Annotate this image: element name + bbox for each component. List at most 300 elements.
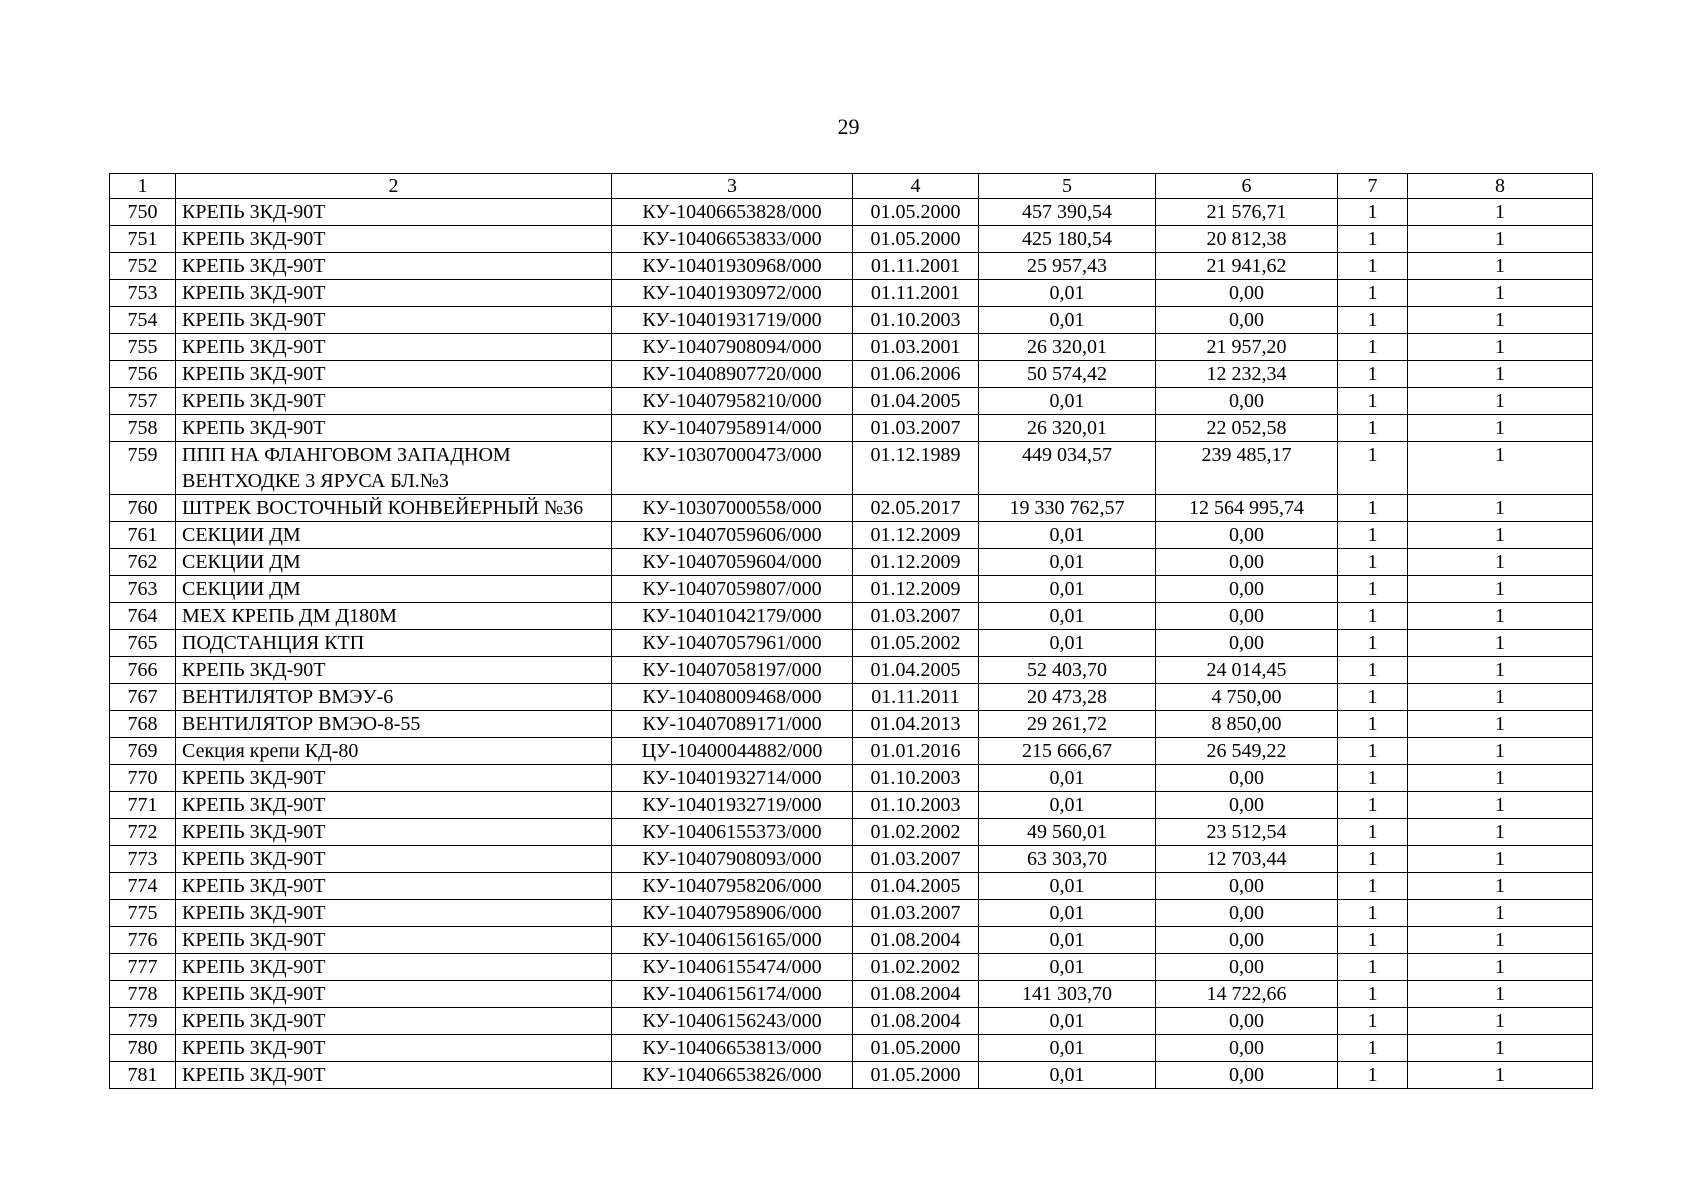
col-residual-cost-cell: 21 941,62 (1156, 253, 1338, 280)
col-inventory-number-cell: КУ-10401932714/000 (612, 765, 853, 792)
table-row (110, 280, 1593, 307)
header-cell-col-inventory-number: 3 (612, 174, 853, 199)
col-name-cell: СЕКЦИИ ДМ (176, 522, 612, 549)
col-8-cell: 1 (1408, 522, 1593, 549)
col-residual-cost-cell: 0,00 (1156, 307, 1338, 334)
col-7-cell: 1 (1338, 846, 1408, 873)
col-residual-cost-cell: 239 485,17 (1156, 442, 1338, 495)
col-name-cell: КРЕПЬ 3КД-90Т (176, 307, 612, 334)
table-row (110, 495, 1593, 522)
col-inventory-number-cell: КУ-10408907720/000 (612, 361, 853, 388)
col-initial-cost-cell: 50 574,42 (979, 361, 1156, 388)
col-7-cell: 1 (1338, 253, 1408, 280)
table-row (110, 415, 1593, 442)
col-8-cell: 1 (1408, 1062, 1593, 1089)
col-residual-cost-cell: 4 750,00 (1156, 684, 1338, 711)
col-residual-cost-cell: 0,00 (1156, 765, 1338, 792)
header-cell-col-name: 2 (176, 174, 612, 199)
col-date-cell: 01.05.2000 (853, 1035, 979, 1062)
col-index-cell: 774 (110, 873, 176, 900)
col-name-cell: КРЕПЬ 3КД-90Т (176, 199, 612, 226)
col-inventory-number-cell: КУ-10406156165/000 (612, 927, 853, 954)
col-name-cell: КРЕПЬ 3КД-90Т (176, 1008, 612, 1035)
col-initial-cost-cell: 425 180,54 (979, 226, 1156, 253)
col-residual-cost-cell: 21 576,71 (1156, 199, 1338, 226)
col-residual-cost-cell: 26 549,22 (1156, 738, 1338, 765)
col-index-cell: 763 (110, 576, 176, 603)
col-inventory-number-cell: КУ-10407059604/000 (612, 549, 853, 576)
col-8-cell: 1 (1408, 442, 1593, 495)
col-initial-cost-cell: 141 303,70 (979, 981, 1156, 1008)
col-7-cell: 1 (1338, 495, 1408, 522)
col-name-cell: КРЕПЬ 3КД-90Т (176, 1062, 612, 1089)
col-name-cell: КРЕПЬ 3КД-90Т (176, 819, 612, 846)
col-8-cell: 1 (1408, 954, 1593, 981)
col-date-cell: 01.05.2000 (853, 1062, 979, 1089)
table-row (110, 1035, 1593, 1062)
table-row (110, 684, 1593, 711)
col-date-cell: 01.12.2009 (853, 549, 979, 576)
table-row (110, 1008, 1593, 1035)
col-date-cell: 01.12.2009 (853, 522, 979, 549)
col-name-cell: КРЕПЬ 3КД-90Т (176, 657, 612, 684)
col-initial-cost-cell: 0,01 (979, 900, 1156, 927)
col-index-cell: 754 (110, 307, 176, 334)
col-7-cell: 1 (1338, 307, 1408, 334)
col-residual-cost-cell: 0,00 (1156, 1008, 1338, 1035)
col-residual-cost-cell: 0,00 (1156, 1035, 1338, 1062)
col-8-cell: 1 (1408, 657, 1593, 684)
col-name-cell: КРЕПЬ 3КД-90Т (176, 361, 612, 388)
col-index-cell: 753 (110, 280, 176, 307)
table-row (110, 549, 1593, 576)
col-7-cell: 1 (1338, 603, 1408, 630)
col-name-cell: КРЕПЬ 3КД-90Т (176, 1035, 612, 1062)
col-8-cell: 1 (1408, 495, 1593, 522)
col-index-cell: 758 (110, 415, 176, 442)
table-row (110, 657, 1593, 684)
col-initial-cost-cell: 215 666,67 (979, 738, 1156, 765)
col-residual-cost-cell: 0,00 (1156, 576, 1338, 603)
col-date-cell: 01.04.2005 (853, 873, 979, 900)
col-date-cell: 01.02.2002 (853, 954, 979, 981)
col-name-cell: МЕХ КРЕПЬ ДМ Д180М (176, 603, 612, 630)
col-name-cell: КРЕПЬ 3КД-90Т (176, 765, 612, 792)
col-7-cell: 1 (1338, 549, 1408, 576)
col-residual-cost-cell: 0,00 (1156, 522, 1338, 549)
col-initial-cost-cell: 0,01 (979, 576, 1156, 603)
col-inventory-number-cell: КУ-10407059807/000 (612, 576, 853, 603)
col-8-cell: 1 (1408, 630, 1593, 657)
col-inventory-number-cell: КУ-10406156243/000 (612, 1008, 853, 1035)
col-initial-cost-cell: 0,01 (979, 1062, 1156, 1089)
table-row (110, 576, 1593, 603)
col-8-cell: 1 (1408, 981, 1593, 1008)
col-7-cell: 1 (1338, 873, 1408, 900)
col-initial-cost-cell: 0,01 (979, 873, 1156, 900)
col-inventory-number-cell: КУ-10407089171/000 (612, 711, 853, 738)
col-name-cell: ШТРЕК ВОСТОЧНЫЙ КОНВЕЙЕРНЫЙ №36 (176, 495, 612, 522)
col-initial-cost-cell: 63 303,70 (979, 846, 1156, 873)
col-residual-cost-cell: 8 850,00 (1156, 711, 1338, 738)
col-index-cell: 775 (110, 900, 176, 927)
col-date-cell: 01.11.2001 (853, 253, 979, 280)
col-inventory-number-cell: КУ-10406155373/000 (612, 819, 853, 846)
col-name-cell: КРЕПЬ 3КД-90Т (176, 792, 612, 819)
col-index-cell: 768 (110, 711, 176, 738)
col-inventory-number-cell: КУ-10406653828/000 (612, 199, 853, 226)
col-residual-cost-cell: 0,00 (1156, 873, 1338, 900)
table-row (110, 900, 1593, 927)
col-residual-cost-cell: 0,00 (1156, 792, 1338, 819)
col-inventory-number-cell: КУ-10401932719/000 (612, 792, 853, 819)
col-name-cell: КРЕПЬ 3КД-90Т (176, 873, 612, 900)
col-date-cell: 01.04.2005 (853, 388, 979, 415)
col-index-cell: 771 (110, 792, 176, 819)
col-initial-cost-cell: 0,01 (979, 280, 1156, 307)
col-date-cell: 01.08.2004 (853, 1008, 979, 1035)
col-index-cell: 751 (110, 226, 176, 253)
table-row (110, 711, 1593, 738)
col-date-cell: 01.11.2001 (853, 280, 979, 307)
col-initial-cost-cell: 49 560,01 (979, 819, 1156, 846)
col-name-cell: КРЕПЬ 3КД-90Т (176, 900, 612, 927)
header-row (110, 174, 1593, 199)
col-inventory-number-cell: КУ-10407059606/000 (612, 522, 853, 549)
col-inventory-number-cell: КУ-10407908093/000 (612, 846, 853, 873)
col-residual-cost-cell: 21 957,20 (1156, 334, 1338, 361)
col-8-cell: 1 (1408, 684, 1593, 711)
col-7-cell: 1 (1338, 927, 1408, 954)
col-date-cell: 01.10.2003 (853, 792, 979, 819)
col-7-cell: 1 (1338, 576, 1408, 603)
col-8-cell: 1 (1408, 334, 1593, 361)
col-initial-cost-cell: 20 473,28 (979, 684, 1156, 711)
col-name-cell: КРЕПЬ 3КД-90Т (176, 226, 612, 253)
col-8-cell: 1 (1408, 765, 1593, 792)
table-row (110, 738, 1593, 765)
col-index-cell: 759 (110, 442, 176, 495)
col-inventory-number-cell: КУ-10407057961/000 (612, 630, 853, 657)
inventory-table (109, 173, 1593, 1089)
col-initial-cost-cell: 449 034,57 (979, 442, 1156, 495)
col-7-cell: 1 (1338, 684, 1408, 711)
col-initial-cost-cell: 0,01 (979, 549, 1156, 576)
col-residual-cost-cell: 24 014,45 (1156, 657, 1338, 684)
col-name-cell: ПОДСТАНЦИЯ КТП (176, 630, 612, 657)
col-residual-cost-cell: 0,00 (1156, 603, 1338, 630)
col-date-cell: 01.10.2003 (853, 765, 979, 792)
col-8-cell: 1 (1408, 576, 1593, 603)
col-index-cell: 769 (110, 738, 176, 765)
col-inventory-number-cell: КУ-10307000558/000 (612, 495, 853, 522)
col-inventory-number-cell: КУ-10407958906/000 (612, 900, 853, 927)
col-residual-cost-cell: 12 703,44 (1156, 846, 1338, 873)
col-7-cell: 1 (1338, 711, 1408, 738)
col-residual-cost-cell: 0,00 (1156, 954, 1338, 981)
col-residual-cost-cell: 14 722,66 (1156, 981, 1338, 1008)
col-initial-cost-cell: 0,01 (979, 1035, 1156, 1062)
col-8-cell: 1 (1408, 792, 1593, 819)
col-7-cell: 1 (1338, 954, 1408, 981)
col-7-cell: 1 (1338, 981, 1408, 1008)
col-date-cell: 01.01.2016 (853, 738, 979, 765)
col-residual-cost-cell: 0,00 (1156, 630, 1338, 657)
header-cell-col-index: 1 (110, 174, 176, 199)
col-index-cell: 762 (110, 549, 176, 576)
col-8-cell: 1 (1408, 873, 1593, 900)
col-initial-cost-cell: 0,01 (979, 954, 1156, 981)
col-7-cell: 1 (1338, 361, 1408, 388)
col-7-cell: 1 (1338, 280, 1408, 307)
col-initial-cost-cell: 29 261,72 (979, 711, 1156, 738)
col-date-cell: 01.05.2000 (853, 226, 979, 253)
col-residual-cost-cell: 22 052,58 (1156, 415, 1338, 442)
col-8-cell: 1 (1408, 307, 1593, 334)
table-row (110, 253, 1593, 280)
col-name-cell: КРЕПЬ 3КД-90Т (176, 846, 612, 873)
col-7-cell: 1 (1338, 199, 1408, 226)
col-8-cell: 1 (1408, 846, 1593, 873)
col-date-cell: 01.04.2013 (853, 711, 979, 738)
table-row (110, 792, 1593, 819)
col-date-cell: 01.05.2002 (853, 630, 979, 657)
table-row (110, 981, 1593, 1008)
col-name-cell: КРЕПЬ 3КД-90Т (176, 334, 612, 361)
col-7-cell: 1 (1338, 442, 1408, 495)
col-8-cell: 1 (1408, 388, 1593, 415)
col-index-cell: 767 (110, 684, 176, 711)
col-index-cell: 750 (110, 199, 176, 226)
col-7-cell: 1 (1338, 226, 1408, 253)
col-initial-cost-cell: 52 403,70 (979, 657, 1156, 684)
col-date-cell: 01.12.2009 (853, 576, 979, 603)
col-8-cell: 1 (1408, 603, 1593, 630)
col-index-cell: 773 (110, 846, 176, 873)
col-7-cell: 1 (1338, 1062, 1408, 1089)
col-index-cell: 781 (110, 1062, 176, 1089)
col-7-cell: 1 (1338, 765, 1408, 792)
col-7-cell: 1 (1338, 388, 1408, 415)
col-initial-cost-cell: 457 390,54 (979, 199, 1156, 226)
col-inventory-number-cell: КУ-10407958210/000 (612, 388, 853, 415)
col-date-cell: 01.03.2007 (853, 415, 979, 442)
col-7-cell: 1 (1338, 1035, 1408, 1062)
col-initial-cost-cell: 0,01 (979, 792, 1156, 819)
col-inventory-number-cell: КУ-10307000473/000 (612, 442, 853, 495)
col-7-cell: 1 (1338, 415, 1408, 442)
col-residual-cost-cell: 0,00 (1156, 549, 1338, 576)
col-8-cell: 1 (1408, 361, 1593, 388)
col-name-cell: СЕКЦИИ ДМ (176, 549, 612, 576)
col-8-cell: 1 (1408, 415, 1593, 442)
header-cell-col-residual-cost: 6 (1156, 174, 1338, 199)
col-index-cell: 761 (110, 522, 176, 549)
table-row (110, 630, 1593, 657)
col-date-cell: 01.02.2002 (853, 819, 979, 846)
col-index-cell: 778 (110, 981, 176, 1008)
col-residual-cost-cell: 0,00 (1156, 280, 1338, 307)
col-inventory-number-cell: КУ-10401930972/000 (612, 280, 853, 307)
col-inventory-number-cell: КУ-10407058197/000 (612, 657, 853, 684)
col-8-cell: 1 (1408, 226, 1593, 253)
col-initial-cost-cell: 0,01 (979, 630, 1156, 657)
col-index-cell: 756 (110, 361, 176, 388)
header-cell-col-7: 7 (1338, 174, 1408, 199)
col-index-cell: 766 (110, 657, 176, 684)
col-name-cell: КРЕПЬ 3КД-90Т (176, 280, 612, 307)
col-7-cell: 1 (1338, 522, 1408, 549)
table-row (110, 522, 1593, 549)
col-inventory-number-cell: КУ-10401930968/000 (612, 253, 853, 280)
col-date-cell: 01.08.2004 (853, 927, 979, 954)
col-8-cell: 1 (1408, 927, 1593, 954)
col-index-cell: 777 (110, 954, 176, 981)
col-initial-cost-cell: 0,01 (979, 522, 1156, 549)
col-date-cell: 01.11.2011 (853, 684, 979, 711)
table-row (110, 199, 1593, 226)
col-8-cell: 1 (1408, 819, 1593, 846)
col-7-cell: 1 (1338, 657, 1408, 684)
col-initial-cost-cell: 26 320,01 (979, 334, 1156, 361)
col-7-cell: 1 (1338, 792, 1408, 819)
col-inventory-number-cell: ЦУ-10400044882/000 (612, 738, 853, 765)
col-index-cell: 776 (110, 927, 176, 954)
col-initial-cost-cell: 0,01 (979, 307, 1156, 334)
col-8-cell: 1 (1408, 199, 1593, 226)
col-date-cell: 01.03.2001 (853, 334, 979, 361)
header-cell-col-8: 8 (1408, 174, 1593, 199)
col-residual-cost-cell: 0,00 (1156, 1062, 1338, 1089)
table-row (110, 927, 1593, 954)
col-date-cell: 01.03.2007 (853, 900, 979, 927)
table-row (110, 226, 1593, 253)
col-residual-cost-cell: 0,00 (1156, 388, 1338, 415)
col-initial-cost-cell: 26 320,01 (979, 415, 1156, 442)
col-residual-cost-cell: 0,00 (1156, 900, 1338, 927)
table-row (110, 1062, 1593, 1089)
col-8-cell: 1 (1408, 711, 1593, 738)
col-name-cell: КРЕПЬ 3КД-90Т (176, 388, 612, 415)
col-8-cell: 1 (1408, 280, 1593, 307)
table-row (110, 334, 1593, 361)
col-inventory-number-cell: КУ-10408009468/000 (612, 684, 853, 711)
col-name-cell: КРЕПЬ 3КД-90Т (176, 415, 612, 442)
col-date-cell: 01.03.2007 (853, 846, 979, 873)
table-row (110, 603, 1593, 630)
col-residual-cost-cell: 20 812,38 (1156, 226, 1338, 253)
col-index-cell: 752 (110, 253, 176, 280)
col-index-cell: 765 (110, 630, 176, 657)
col-initial-cost-cell: 0,01 (979, 927, 1156, 954)
col-initial-cost-cell: 0,01 (979, 388, 1156, 415)
col-8-cell: 1 (1408, 549, 1593, 576)
col-date-cell: 01.10.2003 (853, 307, 979, 334)
col-name-cell: ВЕНТИЛЯТОР ВМЭУ-6 (176, 684, 612, 711)
col-date-cell: 02.05.2017 (853, 495, 979, 522)
col-name-cell: СЕКЦИИ ДМ (176, 576, 612, 603)
col-residual-cost-cell: 23 512,54 (1156, 819, 1338, 846)
table-row (110, 442, 1593, 495)
col-index-cell: 772 (110, 819, 176, 846)
col-date-cell: 01.08.2004 (853, 981, 979, 1008)
col-inventory-number-cell: КУ-10406653826/000 (612, 1062, 853, 1089)
col-name-cell: КРЕПЬ 3КД-90Т (176, 981, 612, 1008)
page-number: 29 (837, 114, 860, 139)
col-7-cell: 1 (1338, 738, 1408, 765)
col-index-cell: 757 (110, 388, 176, 415)
col-name-cell: КРЕПЬ 3КД-90Т (176, 927, 612, 954)
col-index-cell: 755 (110, 334, 176, 361)
col-date-cell: 01.06.2006 (853, 361, 979, 388)
col-7-cell: 1 (1338, 819, 1408, 846)
col-inventory-number-cell: КУ-10407908094/000 (612, 334, 853, 361)
col-7-cell: 1 (1338, 630, 1408, 657)
col-8-cell: 1 (1408, 253, 1593, 280)
col-date-cell: 01.03.2007 (853, 603, 979, 630)
col-name-cell: ППП НА ФЛАНГОВОМ ЗАПАДНОМ ВЕНТХОДКЕ 3 ЯРУСА БЛ.№3 (176, 442, 612, 495)
table-body (110, 174, 1593, 1089)
col-date-cell: 01.12.1989 (853, 442, 979, 495)
col-inventory-number-cell: КУ-10406155474/000 (612, 954, 853, 981)
header-cell-col-initial-cost: 5 (979, 174, 1156, 199)
col-residual-cost-cell: 0,00 (1156, 927, 1338, 954)
table-row (110, 846, 1593, 873)
col-date-cell: 01.05.2000 (853, 199, 979, 226)
col-index-cell: 770 (110, 765, 176, 792)
table-row (110, 307, 1593, 334)
col-inventory-number-cell: КУ-10407958914/000 (612, 415, 853, 442)
col-index-cell: 764 (110, 603, 176, 630)
col-initial-cost-cell: 19 330 762,57 (979, 495, 1156, 522)
col-index-cell: 780 (110, 1035, 176, 1062)
table-row (110, 954, 1593, 981)
col-index-cell: 779 (110, 1008, 176, 1035)
col-name-cell: Секция крепи КД-80 (176, 738, 612, 765)
col-date-cell: 01.04.2005 (853, 657, 979, 684)
table-row (110, 819, 1593, 846)
col-index-cell: 760 (110, 495, 176, 522)
header-cell-col-date: 4 (853, 174, 979, 199)
col-initial-cost-cell: 0,01 (979, 1008, 1156, 1035)
table-row (110, 765, 1593, 792)
table-row (110, 873, 1593, 900)
col-8-cell: 1 (1408, 900, 1593, 927)
col-8-cell: 1 (1408, 1008, 1593, 1035)
col-inventory-number-cell: КУ-10401042179/000 (612, 603, 853, 630)
col-initial-cost-cell: 0,01 (979, 765, 1156, 792)
col-7-cell: 1 (1338, 1008, 1408, 1035)
col-8-cell: 1 (1408, 738, 1593, 765)
col-inventory-number-cell: КУ-10401931719/000 (612, 307, 853, 334)
col-residual-cost-cell: 12 232,34 (1156, 361, 1338, 388)
col-initial-cost-cell: 25 957,43 (979, 253, 1156, 280)
col-residual-cost-cell: 12 564 995,74 (1156, 495, 1338, 522)
col-7-cell: 1 (1338, 900, 1408, 927)
table-row (110, 361, 1593, 388)
col-name-cell: КРЕПЬ 3КД-90Т (176, 253, 612, 280)
col-7-cell: 1 (1338, 334, 1408, 361)
col-name-cell: ВЕНТИЛЯТОР ВМЭО-8-55 (176, 711, 612, 738)
col-initial-cost-cell: 0,01 (979, 603, 1156, 630)
col-inventory-number-cell: КУ-10406156174/000 (612, 981, 853, 1008)
col-inventory-number-cell: КУ-10407958206/000 (612, 873, 853, 900)
col-inventory-number-cell: КУ-10406653833/000 (612, 226, 853, 253)
col-inventory-number-cell: КУ-10406653813/000 (612, 1035, 853, 1062)
table-row (110, 388, 1593, 415)
col-name-cell: КРЕПЬ 3КД-90Т (176, 954, 612, 981)
col-8-cell: 1 (1408, 1035, 1593, 1062)
